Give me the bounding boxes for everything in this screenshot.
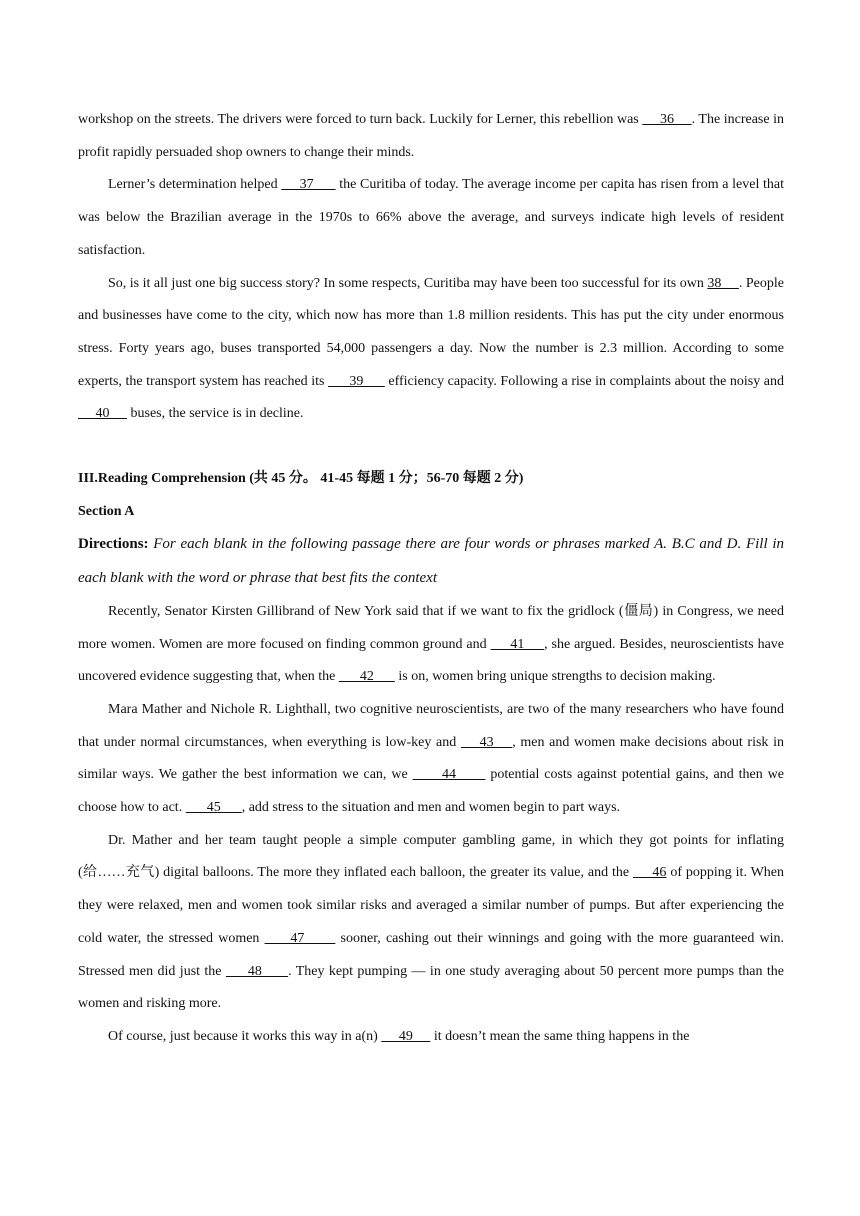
text: . People and businesses have come to the city, which now has more than 1.8 million residents. This has put the city under enormous stress. Forty years ago, buses transported 54,000 passengers a day. Now the number is 2.3 million. According to some experts, the transport system has reached its xyxy=(78,275,785,389)
blank-42[interactable]: 42 xyxy=(338,669,395,685)
text: efficiency capacity. Following a rise in complaints about the noisy and xyxy=(384,373,785,389)
text: is on, women bring unique strengths to decision making. xyxy=(394,669,716,685)
text: workshop on the streets. The drivers were forced to turn back. Luckily for Lerner, this rebellion was xyxy=(78,112,643,127)
text: it doesn’t mean the same thing happens in the xyxy=(430,1028,690,1044)
blank-38[interactable]: 38 xyxy=(707,275,739,291)
text: Mara Mather and Nichole R. Lighthall, two cognitive neuroscientists, are two of the many researchers who have found that under normal circumstances, when everything is low-key and xyxy=(78,701,784,750)
text: , men and women make decisions about risk in similar ways. We gather the best information we can, we xyxy=(78,734,784,783)
text: sooner, cashing out their winnings and going with the more guaranteed win. Stressed men did just the xyxy=(78,930,784,979)
blank-44[interactable]: 44 xyxy=(412,767,486,783)
document-page xyxy=(78,104,784,1054)
paragraph-part2-1 xyxy=(78,104,784,169)
text: Recently, Senator Kirsten Gillibrand of New York said that if we want to fix the gridlock (僵局) in Congress, we need more women. Women are more focused on finding common ground and xyxy=(78,603,784,652)
blank-47[interactable]: 47 xyxy=(264,930,336,946)
blank-36[interactable]: 36 xyxy=(642,112,692,127)
text: the Curitiba of today. The average income per capita has risen from a level that was below the Brazilian average in the 1970s to 66% above the average, and surveys indicate high levels of resident satisfaction. xyxy=(78,177,785,258)
text: of popping it. When they were relaxed, men and women took similar risks and averaged a similar number of pumps. But after experiencing the cold water, the stressed women xyxy=(78,865,785,946)
blank-37[interactable]: 37 xyxy=(281,177,336,193)
blank-39[interactable]: 39 xyxy=(328,373,385,389)
section-heading: III.Reading Comprehension (共 45 分。 41-45 每题 1 分；56-70 每题 2 分) xyxy=(78,471,524,487)
blank-46[interactable]: 46 xyxy=(632,865,667,881)
text: Dr. Mather and her team taught people a simple computer gambling game, in which they got points for inflating (给……充气) digital balloons. The more they inflated each balloon, the greater its value, and the xyxy=(78,832,784,881)
paragraph-part3-4 xyxy=(78,1021,784,1054)
blank-40[interactable]: 40 xyxy=(78,406,127,422)
paragraph-part3-2 xyxy=(78,694,784,825)
text: buses, the service is in decline. xyxy=(127,406,304,422)
paragraph-part3-1 xyxy=(78,596,784,694)
directions xyxy=(78,528,784,595)
text: Of course, just because it works this way in a(n) xyxy=(108,1028,382,1044)
blank-48[interactable]: 48 xyxy=(225,963,289,979)
directions-label: Directions: xyxy=(78,536,149,553)
paragraph-part2-2 xyxy=(78,169,784,267)
directions-text: For each blank in the following passage there are four words or phrases marked A. B.C and D. Fill in each blank with the word or phrase that best fits the context xyxy=(78,536,784,587)
section-subheading: Section A xyxy=(78,503,135,519)
text: potential costs against potential gains, and then we choose how to act. xyxy=(78,767,784,816)
paragraph-part3-3 xyxy=(78,825,784,1021)
text: , she argued. Besides, neuroscientists have uncovered evidence suggesting that, when the xyxy=(78,636,785,685)
text: , add stress to the situation and men and women begin to part ways. xyxy=(241,800,621,816)
blank-43[interactable]: 43 xyxy=(460,734,513,750)
blank-41[interactable]: 41 xyxy=(490,636,545,652)
blank-49[interactable]: 49 xyxy=(381,1028,431,1044)
text: . They kept pumping — in one study averaging about 50 percent more pumps than the women and risking more. xyxy=(78,963,785,1012)
text: . The increase in profit rapidly persuaded shop owners to change their minds. xyxy=(78,112,785,160)
spacer xyxy=(78,431,784,463)
paragraph-part2-3 xyxy=(78,268,784,432)
text: Lerner’s determination helped xyxy=(108,177,282,193)
text: So, is it all just one big success story? In some respects, Curitiba may have been too successful for its own xyxy=(108,275,708,291)
blank-45[interactable]: 45 xyxy=(185,800,242,816)
